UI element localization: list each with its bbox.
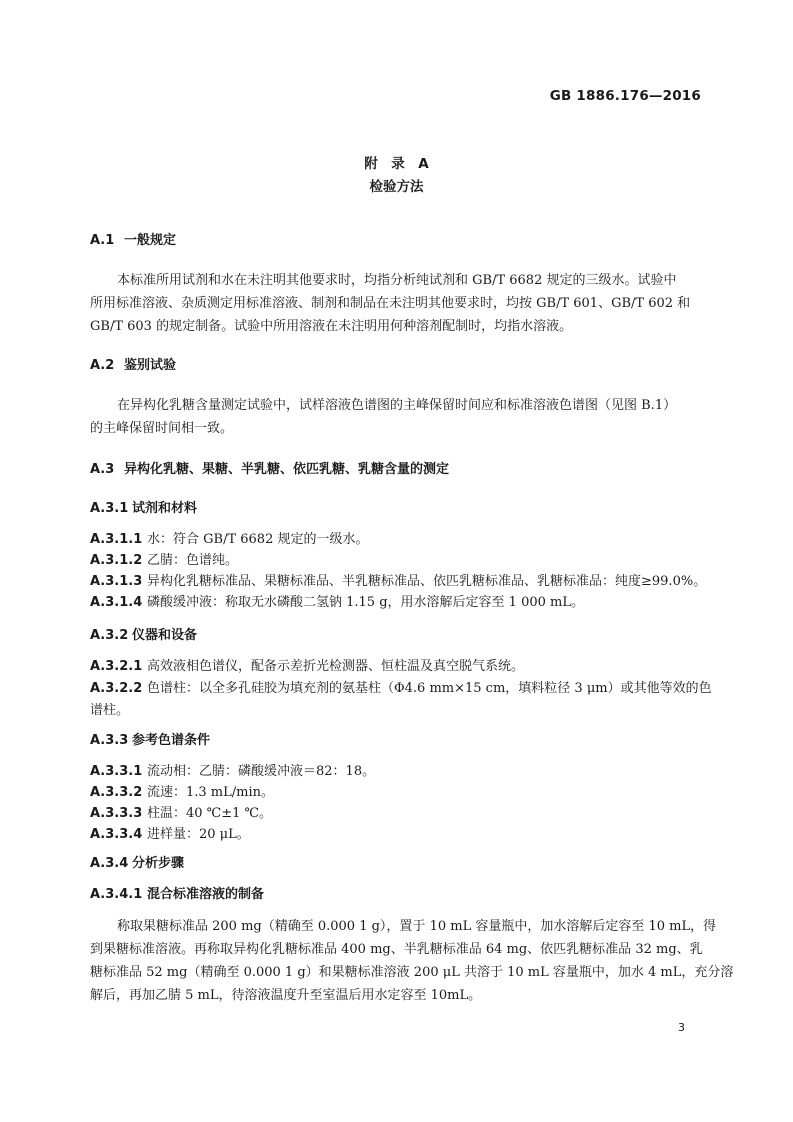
clause-text: 柱温：40 ℃±1 ℃。 <box>147 806 273 821</box>
section-title: 参考色谱条件 <box>132 733 211 748</box>
clause-a334 <box>90 823 250 842</box>
paragraph-line: 到果糖标准溶液。再称取异构化乳糖标准品 400 mg、半乳糖标准品 64 mg、依匹乳糖标准品 32 mg、乳 <box>90 942 703 957</box>
section-number: A.3.2 <box>90 628 129 643</box>
clause-text: 乙腈：色谱纯。 <box>147 553 239 568</box>
clause-number: A.3.1.2 <box>90 553 143 568</box>
clause-a322 <box>90 677 712 696</box>
clause-a313 <box>90 570 706 589</box>
clause-text: 色谱柱：以全多孔硅胶为填充剂的氨基柱（Φ4.6 mm×15 cm，填料粒径 3 μm）或其他等效的色 <box>147 681 712 696</box>
paragraph-line: 本标准所用试剂和水在未注明其他要求时，均指分析纯试剂和 GB/T 6682 规定的三级水。试验中 <box>117 273 677 288</box>
section-heading-a2 <box>90 354 176 373</box>
annex-label: 附 录 A <box>364 156 429 172</box>
section-title: 鉴别试验 <box>124 358 177 373</box>
section-title: 仪器和设备 <box>132 628 198 643</box>
section-number: A.3 <box>90 462 115 477</box>
section-number: A.3.3 <box>90 733 129 748</box>
clause-a312 <box>90 549 238 568</box>
clause-number: A.3.3.4 <box>90 827 143 842</box>
clause-number: A.3.3.2 <box>90 785 143 800</box>
section-title: 分析步骤 <box>132 856 185 871</box>
clause-continuation: 谱柱。 <box>90 703 130 718</box>
section-title: 混合标准溶液的制备 <box>147 887 265 902</box>
paragraph-line: 的主峰保留时间相一致。 <box>90 421 234 436</box>
clause-a331 <box>90 760 375 779</box>
clause-text: 异构化乳糖标准品、果糖标准品、半乳糖标准品、依匹乳糖标准品、乳糖标准品：纯度≥99.0%。 <box>147 574 707 589</box>
section-number: A.3.1 <box>90 501 129 516</box>
clause-number: A.3.3.1 <box>90 764 143 779</box>
paragraph-line: 糖标准品 52 mg（精确至 0.000 1 g）和果糖标准溶液 200 μL 共溶于 10 mL 容量瓶中，加水 4 mL，充分溶 <box>90 965 734 980</box>
clause-text: 高效液相色谱仪，配备示差折光检测器、恒柱温及真空脱气系统。 <box>147 659 525 674</box>
clause-text: 流动相：乙腈：磷酸缓冲液＝82：18。 <box>147 764 376 779</box>
section-number: A.3.4 <box>90 856 129 871</box>
subsection-heading-a33 <box>90 729 210 748</box>
clause-text: 水：符合 GB/T 6682 规定的一级水。 <box>147 532 369 547</box>
subsection-heading-a32 <box>90 624 197 643</box>
clause-number: A.3.3.3 <box>90 806 143 821</box>
paragraph-line: 解后，再加乙腈 5 mL，待溶液温度升至室温后用水定容至 10mL。 <box>90 988 482 1003</box>
document-id: GB 1886.176—2016 <box>549 88 701 104</box>
clause-a333 <box>90 802 272 821</box>
clause-text: 流速：1.3 mL/min。 <box>147 785 275 800</box>
page-number: 3 <box>678 1021 685 1034</box>
section-number: A.2 <box>90 358 115 373</box>
clause-text: 进样量：20 μL。 <box>147 827 250 842</box>
subsection-heading-a31 <box>90 497 197 516</box>
subsection-heading-a341 <box>90 883 264 902</box>
clause-number: A.3.1.3 <box>90 574 143 589</box>
section-number: A.3.4.1 <box>90 887 143 902</box>
section-title: 试剂和材料 <box>132 501 198 516</box>
clause-a311 <box>90 528 368 547</box>
clause-number: A.3.1.4 <box>90 595 143 610</box>
paragraph-line: GB/T 603 的规定制备。试验中所用溶液在未注明用何种溶剂配制时，均指水溶液。 <box>90 319 573 334</box>
clause-a321 <box>90 655 524 674</box>
section-heading-a1 <box>90 229 176 248</box>
clause-number: A.3.2.2 <box>90 681 143 696</box>
paragraph-line: 所用标准溶液、杂质测定用标准溶液、制剂和制品在未注明其他要求时，均按 GB/T 601、GB/T 602 和 <box>90 296 691 311</box>
clause-number: A.3.2.1 <box>90 659 143 674</box>
clause-a332 <box>90 781 274 800</box>
subsection-heading-a34 <box>90 852 184 871</box>
section-title: 一般规定 <box>124 233 177 248</box>
clause-a314 <box>90 591 584 610</box>
section-title: 异构化乳糖、果糖、半乳糖、依匹乳糖、乳糖含量的测定 <box>124 462 450 477</box>
paragraph-line: 称取果糖标准品 200 mg（精确至 0.000 1 g），置于 10 mL 容量瓶中，加水溶解后定容至 10 mL，得 <box>117 919 717 934</box>
section-heading-a3 <box>90 458 449 477</box>
paragraph-line: 在异构化乳糖含量测定试验中，试样溶液色谱图的主峰保留时间应和标准溶液色谱图（见图 B.1） <box>117 398 677 413</box>
section-number: A.1 <box>90 233 115 248</box>
annex-title: 检验方法 <box>369 179 424 195</box>
clause-number: A.3.1.1 <box>90 532 143 547</box>
clause-text: 磷酸缓冲液：称取无水磷酸二氢钠 1.15 g，用水溶解后定容至 1 000 mL。 <box>147 595 584 610</box>
